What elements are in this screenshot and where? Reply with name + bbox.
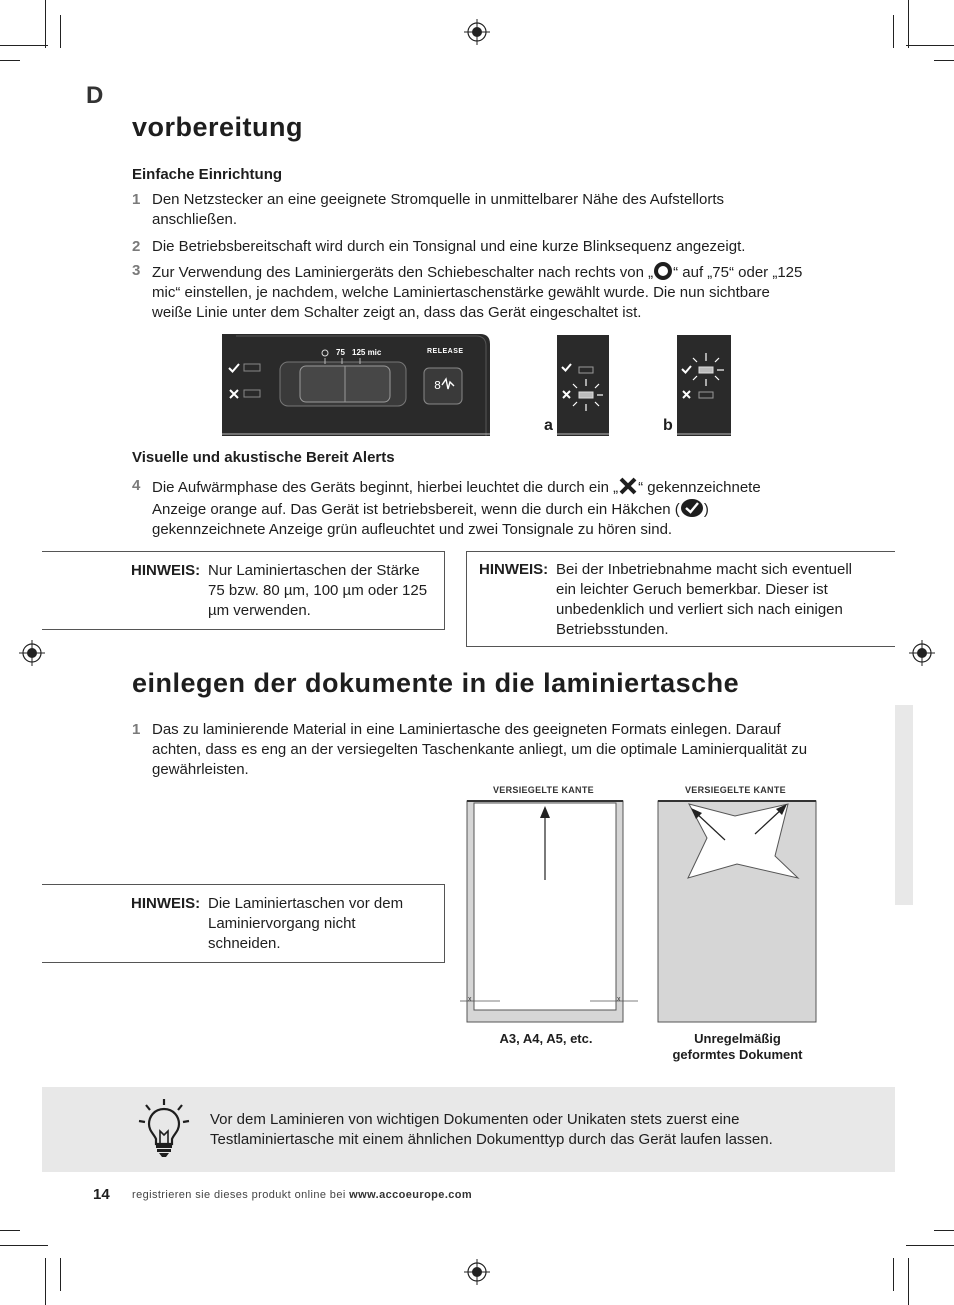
- crop-mark: [908, 0, 909, 48]
- svg-text:8: 8: [434, 379, 441, 392]
- check-icon: [228, 362, 240, 374]
- step-number: 2: [132, 238, 141, 255]
- crop-mark: [0, 45, 48, 46]
- caption-line: geformtes Dokument: [672, 1047, 803, 1062]
- crop-mark: [893, 15, 894, 48]
- step-text: Die Betriebsbereitschaft wird durch ein Tonsignal und eine kurze Blinksequenz angezeigt.: [152, 238, 746, 255]
- step-1: [132, 720, 832, 780]
- note-box-pouch-thickness: [42, 551, 445, 630]
- step-text: Das zu laminierende Material in eine Laminiertasche des geeigneten Formats einlegen. Darauf achten, dass es eng an der versiegelten Taschenkante anliegt, um die optimale Laminierqualität zu gewährleisten.: [152, 721, 808, 778]
- step-1: [132, 190, 812, 230]
- step-number: 1: [132, 721, 141, 738]
- note-label: HINWEIS:: [131, 895, 201, 912]
- step-text-part: ) gekennzeichnete Anzeige grün aufleuchtet und zwei Tonsignale zu hören sind.: [152, 501, 709, 538]
- pouch-diagram-irregular: [657, 800, 817, 1024]
- crop-mark: [60, 1258, 61, 1291]
- crop-mark: [0, 1230, 20, 1231]
- crop-mark: [906, 45, 954, 46]
- note-text: Bei der Inbetriebnahme macht sich eventuell ein leichter Geruch bemerkbar. Dieser ist unbedenklich und verliert sich nach einigen Betriebsstunden.: [556, 561, 853, 638]
- note-box-smell: [466, 551, 895, 647]
- crop-mark: [45, 1258, 46, 1305]
- crop-mark: [45, 0, 46, 48]
- step-text: Den Netzstecker an eine geeignete Stromquelle in unmittelbarer Nähe des Aufstellorts anschließen.: [152, 191, 724, 228]
- indicator-figure-b: [677, 335, 731, 436]
- margin-mark: x: [468, 996, 472, 1003]
- note-text: Nur Laminiertaschen der Stärke 75 bzw. 80 µm, 100 µm oder 125 µm verwenden.: [208, 562, 428, 619]
- power-off-circle-icon: [653, 261, 673, 281]
- indicator-figure-a: [557, 335, 611, 436]
- crop-mark: [906, 1245, 954, 1246]
- sealed-edge-label: VERSIEGELTE KANTE: [685, 785, 786, 795]
- step-text: [152, 261, 812, 323]
- margin-mark: x: [617, 996, 621, 1003]
- figure-label-a: a: [544, 417, 553, 434]
- step-text-part: “ gekennzeichnete Anzeige orange auf. Das Gerät ist betriebsbereit, wenn die durch ein Häkchen (: [152, 479, 761, 518]
- step-text-part: Die Aufwärmphase des Geräts beginnt, hierbei leuchtet die durch ein „: [152, 479, 619, 496]
- cross-icon: [618, 476, 638, 496]
- footer-url-link[interactable]: www.accoeurope.com: [349, 1189, 473, 1201]
- cross-icon: [228, 388, 240, 400]
- release-button-icon: [433, 377, 455, 393]
- crop-mark: [934, 60, 954, 61]
- tip-box: [42, 1087, 895, 1172]
- release-label: RELEASE: [427, 348, 464, 355]
- crop-mark: [893, 1258, 894, 1291]
- registration-mark-icon: [909, 640, 935, 666]
- caption-irregular-document: [650, 1031, 825, 1063]
- check-icon: [680, 498, 704, 518]
- lightbulb-icon: [137, 1099, 191, 1159]
- note-label: HINWEIS:: [479, 561, 549, 578]
- note-box-do-not-cut: [42, 884, 445, 963]
- step-text-part: “ auf „75“ oder „125 mic“ einstellen, je nachdem, welche Laminiertaschenstärke gewählt wurde. Die nun sichtbare weiße Linie unter dem Schalter zeigt an, dass das Gerät eingeschaltet ist.: [152, 264, 803, 321]
- section-title-preparation: vorbereitung: [132, 112, 304, 142]
- step-4: [132, 476, 812, 540]
- crop-mark: [908, 1258, 909, 1305]
- panel-scale-125: 125 mic: [352, 348, 382, 357]
- step-number: 3: [132, 262, 141, 279]
- note-text: Die Laminiertaschen vor dem Laminiervorgang nicht schneiden.: [208, 895, 404, 952]
- panel-scale-75: 75: [336, 348, 345, 357]
- crop-mark: [60, 15, 61, 48]
- footer-registration-text: [132, 1189, 472, 1201]
- registration-mark-icon: [464, 19, 490, 45]
- language-marker: D: [86, 82, 104, 109]
- step-number: 4: [132, 477, 141, 494]
- crop-mark: [0, 1245, 48, 1246]
- figure-label-b: b: [663, 417, 673, 434]
- step-2: [132, 237, 812, 257]
- section-title-inserting-documents: einlegen der dokumente in die laminiertasche: [132, 668, 740, 698]
- step-text-part: Zur Verwendung des Laminiergeräts den Schiebeschalter nach rechts von „: [152, 264, 654, 281]
- crop-mark: [934, 1230, 954, 1231]
- crop-mark: [0, 60, 20, 61]
- step-number: 1: [132, 191, 141, 208]
- footer-text-part: registrieren sie dieses produkt online bei: [132, 1189, 350, 1201]
- pouch-diagram-standard: [460, 800, 640, 1024]
- registration-mark-icon: [464, 1259, 490, 1285]
- page-number: 14: [93, 1186, 110, 1203]
- step-text: [152, 476, 812, 540]
- tip-text: Vor dem Laminieren von wichtigen Dokumenten oder Unikaten stets zuerst eine Testlaminiertasche mit einem ähnlichen Dokumenttyp durch das Gerät laufen lassen.: [210, 1111, 773, 1148]
- subheading-alerts: Visuelle und akustische Bereit Alerts: [132, 449, 395, 466]
- note-label: HINWEIS:: [131, 562, 201, 579]
- step-3: [132, 261, 812, 323]
- side-tab: [895, 705, 913, 905]
- registration-mark-icon: [19, 640, 45, 666]
- caption-line: Unregelmäßig: [694, 1031, 781, 1046]
- sealed-edge-label: VERSIEGELTE KANTE: [493, 785, 594, 795]
- caption-standard-formats: A3, A4, A5, etc.: [499, 1031, 593, 1046]
- subheading-setup: Einfache Einrichtung: [132, 166, 283, 183]
